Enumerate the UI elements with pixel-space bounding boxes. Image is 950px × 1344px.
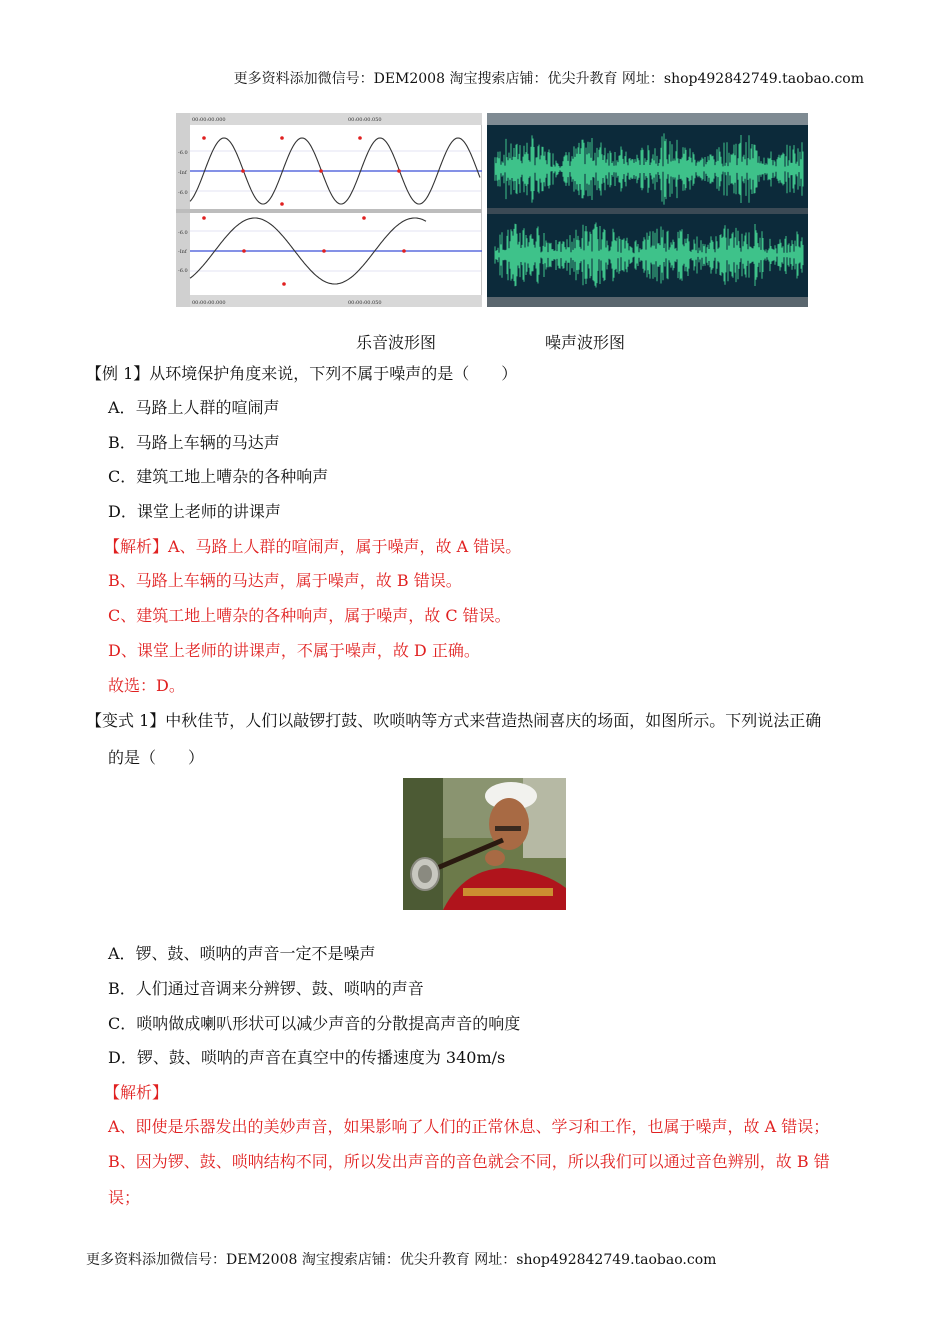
variant1-question-line1: 【变式 1】中秋佳节，人们以敲锣打鼓、吹唢呐等方式来营造热闹喜庆的场面，如图所示。下列说法正确 [86,711,822,730]
variant1-analysis-b: B、因为锣、鼓、唢呐结构不同，所以发出声音的音色就会不同，所以我们可以通过音色辨别，故 B 错 [108,1152,830,1171]
example1-question: 【例 1】从环境保护角度来说，下列不属于噪声的是（ ） [86,364,518,383]
music-tick-mid-2: -Inf [178,249,187,255]
example1-analysis-a: 【解析】A、马路上人群的喧闹声，属于噪声，故 A 错误。 [104,537,522,556]
example1-option-d: D．课堂上老师的讲课声 [108,502,281,521]
variant1-option-d: D．锣、鼓、唢呐的声音在真空中的传播速度为 340m/s [108,1048,506,1067]
example1-option-c: C．建筑工地上嘈杂的各种响声 [108,467,329,486]
music-tick-bottom-2: -6.0 [178,268,188,274]
caption-music-waveform: 乐音波形图 [356,333,437,352]
noise-waveform-image [487,113,808,307]
variant1-analysis-title: 【解析】 [104,1083,169,1102]
music-waveform-image [176,113,482,307]
page-footer: 更多资料添加微信号：DEM2008 淘宝搜索店铺：优尖升教育 网址：shop492842749.taobao.com [86,1252,717,1268]
variant1-question-line2: 的是（ ） [108,748,205,767]
music-timestamp-start: 00:00:00.000 [192,117,226,123]
variant1-option-a: A．锣、鼓、唢呐的声音一定不是噪声 [108,944,376,963]
example1-analysis-d: D、课堂上老师的讲课声，不属于噪声，故 D 正确。 [108,641,480,660]
variant1-analysis-a: A、即使是乐器发出的美妙声音，如果影响了人们的正常休息、学习和工作，也属于噪声，故 A 错误； [108,1117,830,1136]
music-tick-top-2: -6.0 [178,230,188,236]
example1-analysis-b: B、马路上车辆的马达声，属于噪声，故 B 错误。 [108,571,462,590]
music-timestamp-start-bottom: 00:00:00.000 [192,300,226,306]
music-timestamp-mid: 00:00:00.050 [348,117,382,123]
music-tick-top: -6.0 [178,150,188,156]
example1-option-a: A．马路上人群的喧闹声 [108,398,280,417]
caption-noise-waveform: 噪声波形图 [545,333,626,352]
music-tick-bottom: -6.0 [178,190,188,196]
suona-player-photo [403,778,566,910]
variant1-option-c: C．唢呐做成喇叭形状可以减少声音的分散提高声音的响度 [108,1014,521,1033]
variant1-analysis-b-cont: 误； [108,1188,141,1207]
example1-analysis-c: C、建筑工地上嘈杂的各种响声，属于噪声，故 C 错误。 [108,606,511,625]
example1-answer: 故选：D。 [108,676,185,695]
variant1-option-b: B．人们通过音调来分辨锣、鼓、唢呐的声音 [108,979,424,998]
example1-option-b: B．马路上车辆的马达声 [108,433,280,452]
music-timestamp-mid-bottom: 00:00:00.050 [348,300,382,306]
music-tick-mid: -Inf [178,170,187,176]
page-header: 更多资料添加微信号：DEM2008 淘宝搜索店铺：优尖升教育 网址：shop492842749.taobao.com [233,71,864,87]
